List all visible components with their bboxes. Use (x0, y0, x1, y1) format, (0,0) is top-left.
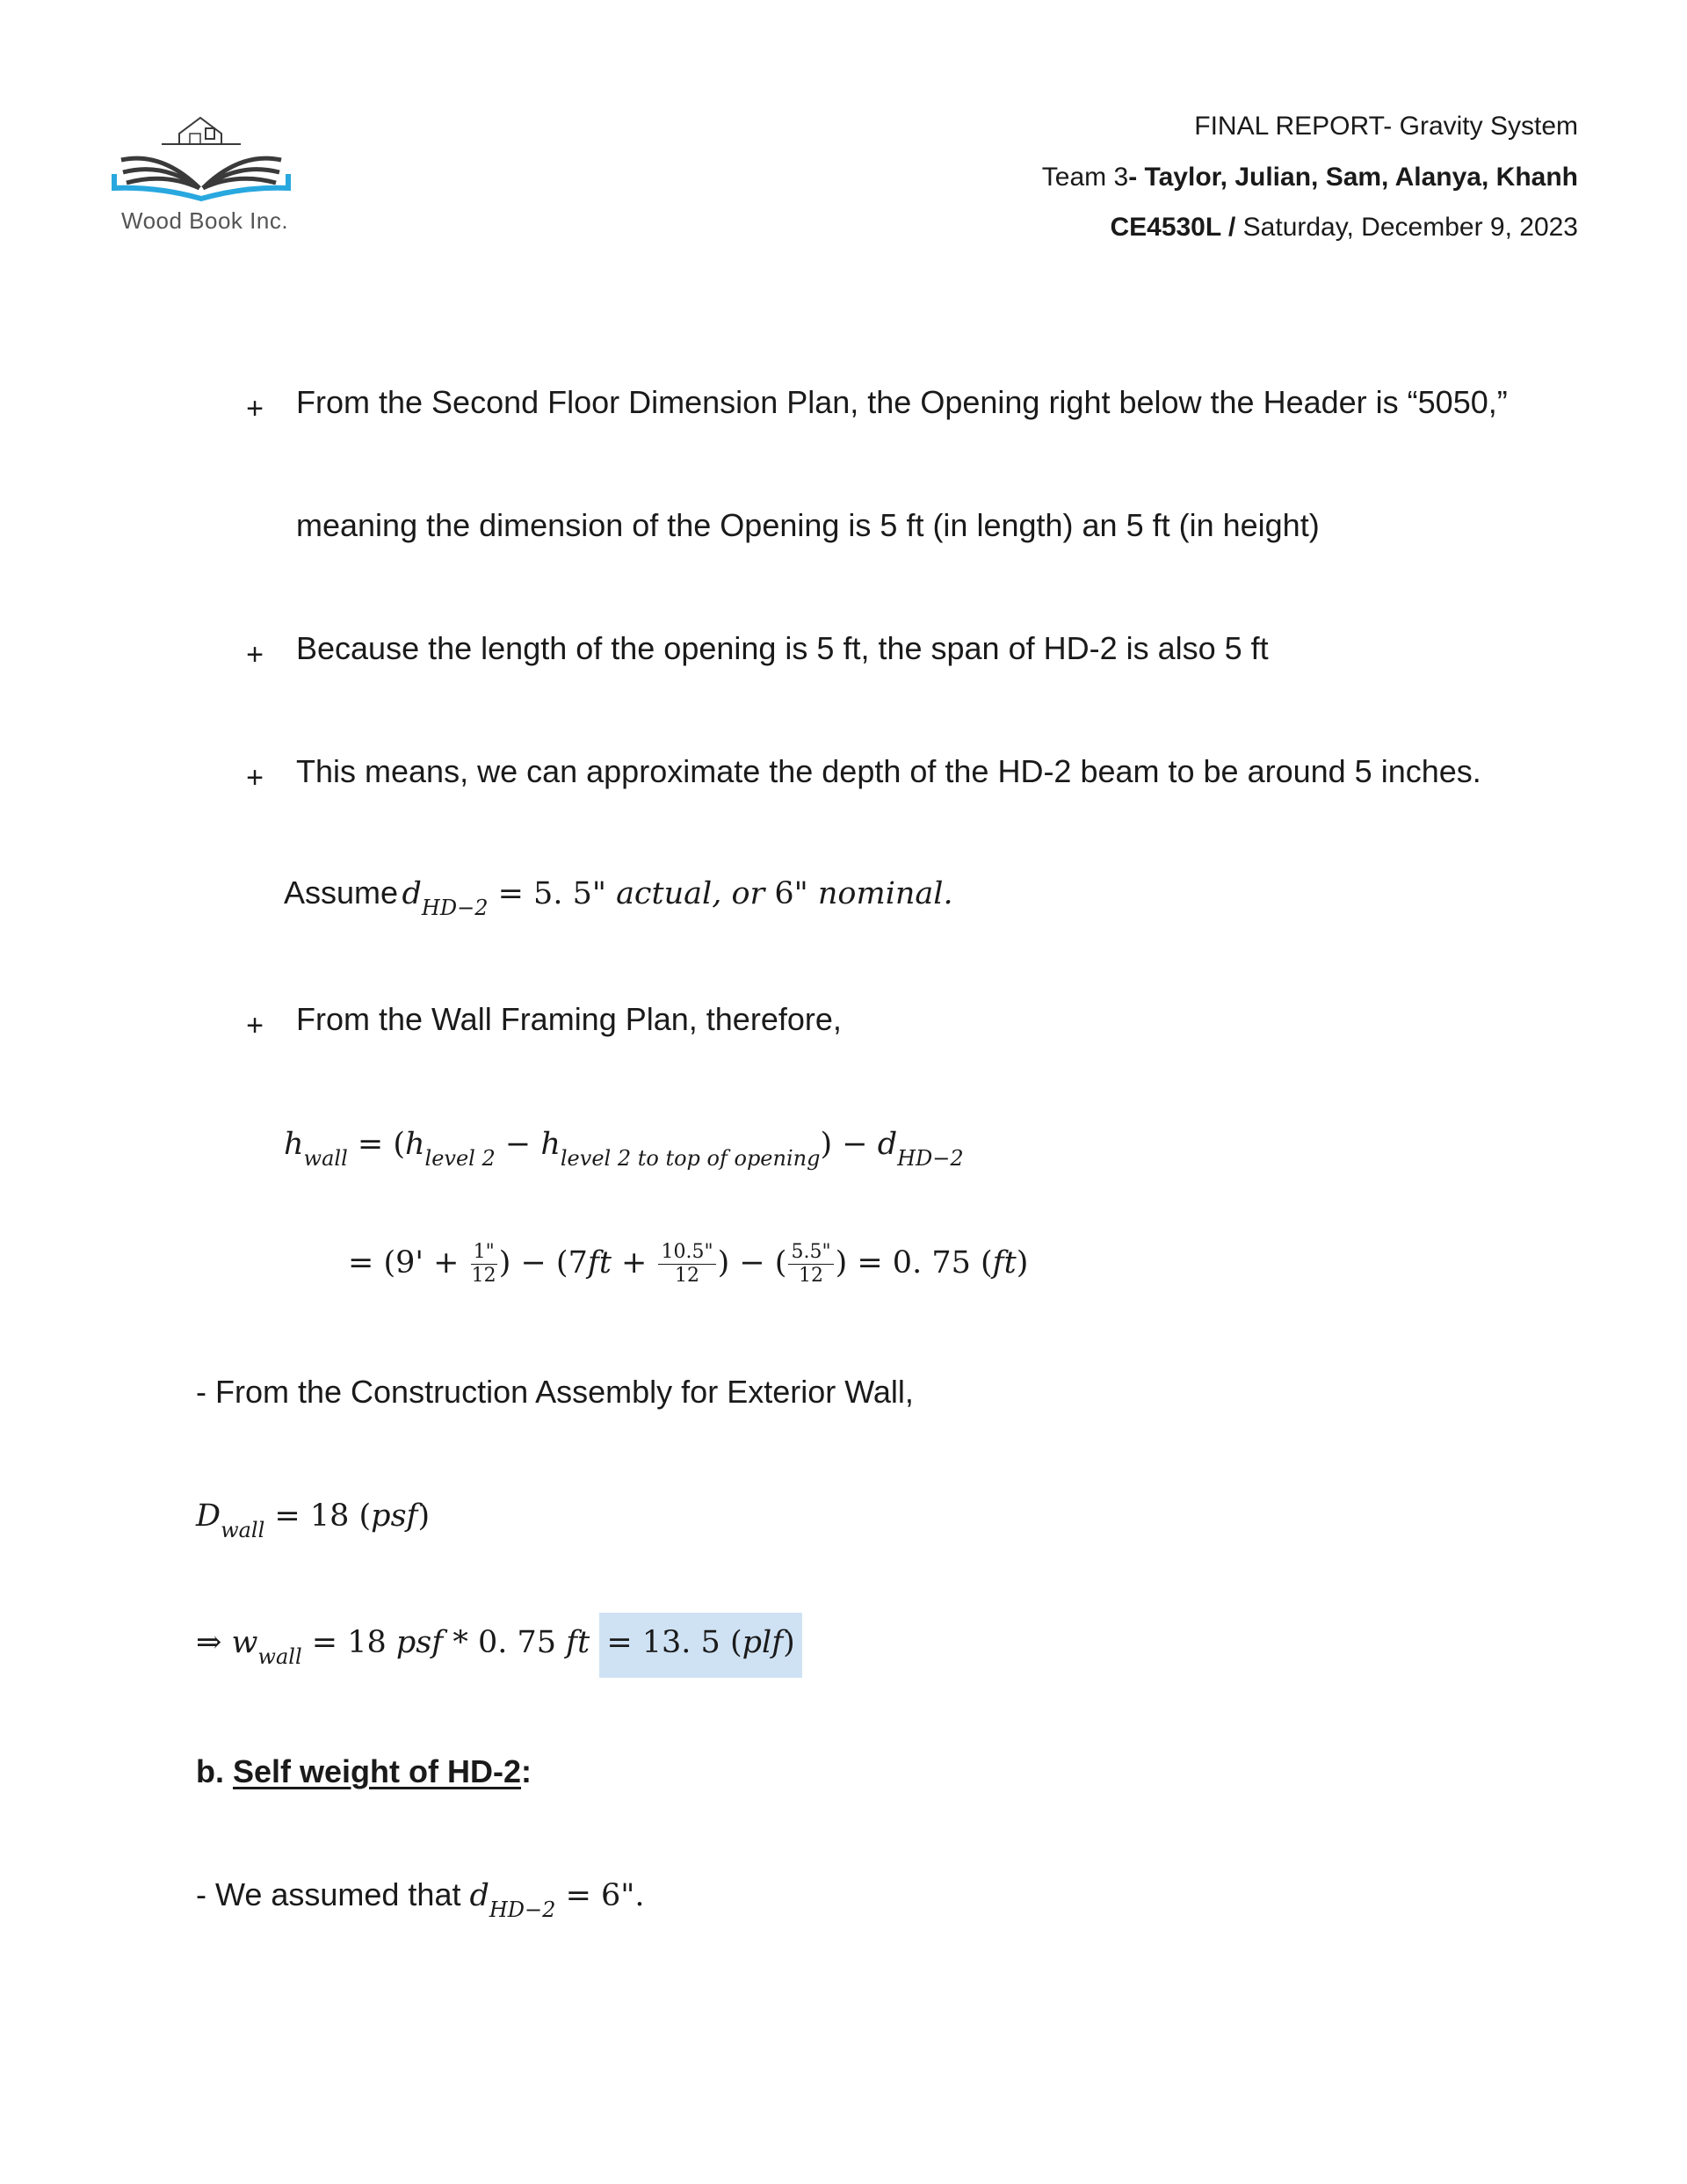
wwall-value: = 18 (301, 1625, 396, 1660)
assume-nominal: nominal. (807, 876, 953, 911)
assume-value: = 5. 5" (488, 876, 617, 911)
var-h: h (284, 1127, 304, 1162)
var-h: h (540, 1127, 561, 1162)
fraction-denominator: 12 (799, 1265, 824, 1287)
assumed-line (196, 1876, 645, 1923)
bullet-text-framing: From the Wall Framing Plan, therefore, (296, 1001, 842, 1037)
subscript-level2: level 2 (424, 1146, 496, 1172)
var-d: d (469, 1878, 489, 1913)
fraction-numerator: 1" (471, 1243, 497, 1265)
bullet-text-depth: This means, we can approximate the depth of the HD-2 beam to be around 5 inches. (296, 753, 1481, 789)
hwall-equation (284, 1127, 964, 1172)
calc-part: ) − ( (717, 1245, 787, 1281)
minus-sign: − (495, 1127, 541, 1162)
result-value: = 13. 5 ( (606, 1625, 742, 1660)
company-logo (109, 107, 293, 239)
subscript-wall: wall (221, 1518, 265, 1543)
var-d: d (877, 1127, 898, 1162)
unit-ft: ft (587, 1245, 612, 1281)
hwall-calculation (348, 1243, 1028, 1286)
bullet-mark: + (246, 392, 264, 425)
subscript-top-of-opening: level 2 to top of opening (560, 1146, 821, 1172)
assume-label: Assume (284, 874, 399, 911)
assumed-text: - We assumed that (196, 1876, 470, 1912)
unit-ft: ft (566, 1625, 590, 1660)
bullet-mark: + (246, 761, 264, 795)
assume-or: or (721, 876, 765, 911)
report-title: FINAL REPORT- Gravity System (1194, 112, 1578, 141)
fraction-one-inch (471, 1243, 497, 1286)
team-members: - Taylor, Julian, Sam, Alanya, Khanh (1128, 163, 1578, 192)
calc-part: + (611, 1245, 657, 1281)
implies-arrow: ⇒ (196, 1625, 232, 1660)
wwall-times: * 0. 75 (443, 1625, 567, 1660)
bullet-text-opening: From the Second Floor Dimension Plan, the Opening right below the Header is “5050,” (296, 384, 1508, 420)
logo-text: Wood Book Inc. (121, 207, 289, 234)
subscript-wall: wall (303, 1146, 348, 1172)
subscript-wall: wall (257, 1644, 302, 1670)
eq-open: = ( (347, 1127, 405, 1162)
fraction-denominator: 12 (675, 1265, 700, 1287)
var-w: w (231, 1625, 258, 1660)
calc-part: = (9' + (348, 1245, 469, 1281)
report-date: Saturday, December 9, 2023 (1235, 213, 1578, 242)
course-date-line (1110, 214, 1578, 241)
var-h: h (404, 1127, 425, 1162)
bullet-mark: + (246, 638, 264, 671)
close-paren: ) (417, 1498, 431, 1534)
assume-actual: actual, (616, 876, 722, 911)
var-D: D (196, 1498, 221, 1534)
open-book-house-icon (109, 107, 293, 204)
fraction-ten-five (658, 1243, 715, 1286)
assume-six: 6" (764, 876, 808, 911)
calc-part: ) = 0. 75 ( (835, 1245, 993, 1281)
calc-part: ) − (7 (498, 1245, 588, 1281)
unit-ft: ft (992, 1245, 1017, 1281)
close-paren: ) (783, 1625, 795, 1660)
fraction-denominator: 12 (471, 1265, 496, 1287)
bullet-mark: + (246, 1009, 264, 1042)
construction-assembly-text: - From the Construction Assembly for Exterior Wall, (196, 1374, 914, 1410)
assumed-value: = 6". (555, 1878, 645, 1913)
highlighted-result (599, 1613, 802, 1678)
fraction-numerator: 10.5" (658, 1243, 715, 1265)
team-label: Team 3 (1041, 163, 1129, 192)
assume-equation (284, 874, 953, 921)
fraction-numerator: 5.5" (788, 1243, 833, 1265)
unit-psf: psf (371, 1498, 418, 1534)
unit-psf: psf (395, 1625, 444, 1660)
section-colon: : (521, 1753, 532, 1789)
course-code: CE4530L / (1110, 213, 1236, 242)
section-prefix: b. (196, 1753, 233, 1789)
calc-part: ) (1016, 1245, 1029, 1281)
close-minus: ) − (820, 1127, 878, 1162)
dwall-equation (196, 1498, 431, 1543)
subscript-hd2: HD−2 (489, 1897, 556, 1923)
team-line (1042, 164, 1578, 191)
wwall-equation (196, 1625, 802, 1670)
var-d: d (402, 876, 422, 911)
unit-plf: plf (742, 1625, 784, 1660)
section-b-heading (196, 1753, 532, 1789)
subscript-hd2: HD−2 (421, 896, 489, 921)
fraction-five-five (788, 1243, 833, 1286)
dwall-value: = 18 ( (264, 1498, 372, 1534)
bullet-text-continuation: meaning the dimension of the Opening is 5 ft (in length) an 5 ft (in height) (296, 507, 1320, 543)
subscript-hd2: HD−2 (897, 1146, 964, 1172)
section-title: Self weight of HD-2 (233, 1753, 522, 1789)
bullet-text-span: Because the length of the opening is 5 ft, the span of HD-2 is also 5 ft (296, 630, 1269, 666)
